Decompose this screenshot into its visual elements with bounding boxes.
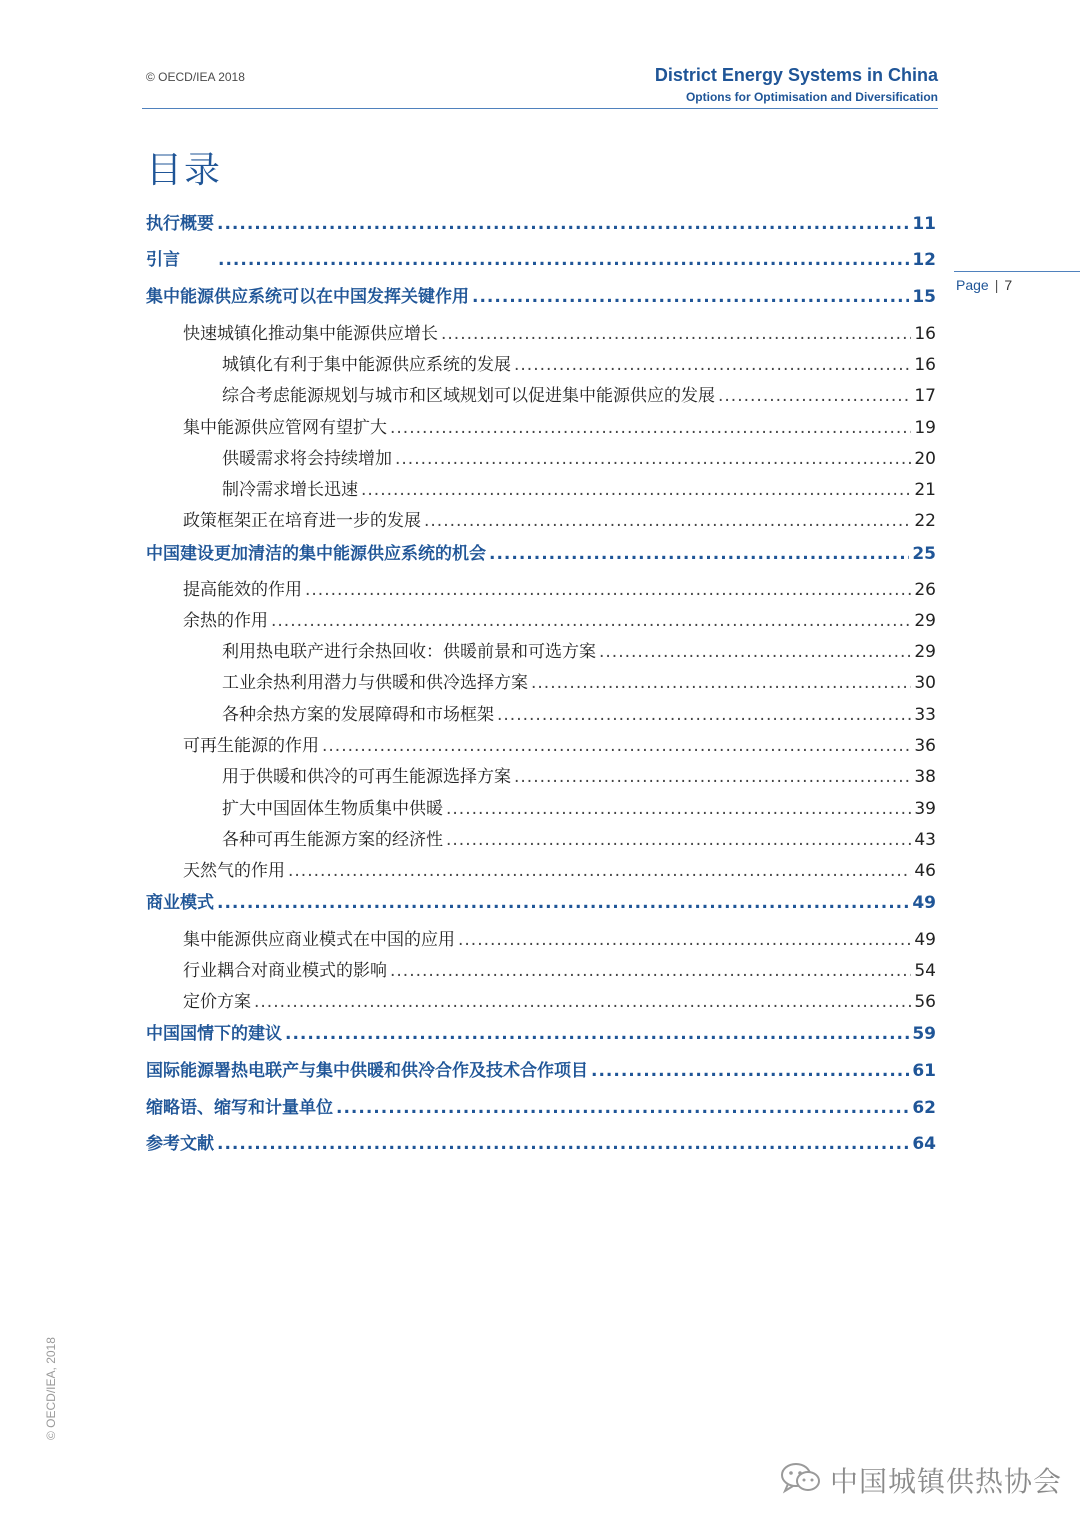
toc-entry-page: 15	[912, 287, 936, 307]
toc-entry-page: 17	[914, 386, 936, 406]
toc-title: 目录	[146, 150, 223, 191]
toc-entry[interactable]	[146, 1129, 936, 1153]
toc-entry-label: 综合考虑能源规划与城市和区域规划可以促进集中能源供应的发展	[222, 386, 715, 406]
toc-entry-label: 快速城镇化推动集中能源供应增长	[183, 324, 438, 344]
toc-leader-dots	[217, 893, 909, 913]
toc-leader-dots	[361, 480, 911, 500]
toc-leader-dots	[441, 324, 911, 344]
toc-entry-label: 提高能效的作用	[183, 580, 302, 600]
toc-leader-dots	[446, 799, 911, 819]
wechat-icon	[780, 1461, 822, 1499]
toc-entry[interactable]	[222, 444, 936, 468]
wechat-account-name: 中国城镇供热协会	[830, 1465, 1063, 1498]
toc-leader-dots	[271, 611, 911, 631]
toc-entry[interactable]	[222, 350, 936, 374]
toc-entry-page: 16	[914, 324, 936, 344]
toc-entry[interactable]	[183, 506, 936, 530]
toc-entry-label: 可再生能源的作用	[183, 736, 319, 756]
toc-entry-page: 46	[914, 861, 936, 881]
side-copyright-watermark: © OECD/IEA, 2018	[44, 1337, 58, 1440]
toc-entry[interactable]	[183, 319, 936, 343]
toc-leader-dots	[514, 767, 911, 787]
page-number: 7	[1004, 277, 1013, 293]
toc-entry-label: 定价方案	[183, 992, 251, 1012]
toc-entry-label: 引言	[146, 250, 180, 270]
toc-entry-page: 29	[914, 642, 936, 662]
toc-entry-page: 54	[914, 961, 936, 981]
toc-entry[interactable]	[183, 731, 936, 755]
toc-entry[interactable]	[183, 606, 936, 630]
toc-entry[interactable]	[183, 987, 936, 1011]
toc-entry-page: 16	[914, 355, 936, 375]
toc-entry-page: 26	[914, 580, 936, 600]
toc-entry-page: 19	[914, 418, 936, 438]
report-subtitle: Options for Optimisation and Diversification	[685, 90, 938, 104]
toc-entry-page: 11	[912, 214, 936, 234]
toc-entry-page: 30	[914, 673, 936, 693]
toc-leader-dots	[285, 1024, 909, 1044]
toc-leader-dots	[718, 386, 911, 406]
toc-entry[interactable]	[146, 1093, 936, 1117]
toc-entry[interactable]	[146, 282, 936, 306]
toc-leader-dots	[218, 250, 909, 270]
toc-leader-dots	[254, 992, 911, 1012]
toc-leader-dots	[390, 961, 911, 981]
toc-leader-dots	[489, 544, 909, 564]
toc-entry-label: 中国建设更加清洁的集中能源供应系统的机会	[146, 544, 486, 564]
toc-entry-page: 62	[912, 1098, 936, 1118]
toc-leader-dots	[446, 830, 911, 850]
toc-entry-label: 天然气的作用	[183, 861, 285, 881]
toc-entry[interactable]	[146, 888, 936, 912]
toc-entry-label: 利用热电联产进行余热回收：供暖前景和可选方案	[222, 642, 596, 662]
toc-entry-label: 工业余热利用潜力与供暖和供冷选择方案	[222, 673, 528, 693]
toc-entry-page: 64	[912, 1134, 936, 1154]
toc-entry-page: 61	[912, 1061, 936, 1081]
toc-entry-page: 33	[914, 705, 936, 725]
toc-entry-label: 城镇化有利于集中能源供应系统的发展	[222, 355, 511, 375]
toc-entry-label: 各种可再生能源方案的经济性	[222, 830, 443, 850]
toc-entry-page: 20	[914, 449, 936, 469]
toc-leader-dots	[336, 1098, 909, 1118]
toc-entry[interactable]	[183, 413, 936, 437]
toc-entry-label: 行业耦合对商业模式的影响	[183, 961, 387, 981]
toc-entry-page: 56	[914, 992, 936, 1012]
toc-entry-label: 参考文献	[146, 1134, 214, 1154]
toc-entry-label: 各种余热方案的发展障碍和市场框架	[222, 705, 494, 725]
toc-entry-label: 余热的作用	[183, 611, 268, 631]
toc-entry[interactable]	[146, 245, 936, 269]
toc-leader-dots	[217, 1134, 909, 1154]
toc-entry-label: 制冷需求增长迅速	[222, 480, 358, 500]
toc-entry[interactable]	[183, 925, 936, 949]
toc-leader-dots	[305, 580, 911, 600]
toc-entry[interactable]	[183, 575, 936, 599]
toc-entry[interactable]	[222, 381, 936, 405]
toc-entry[interactable]	[222, 475, 936, 499]
toc-entry-label: 集中能源供应系统可以在中国发挥关键作用	[146, 287, 469, 307]
toc-entry[interactable]	[146, 1019, 936, 1043]
toc-entry[interactable]	[183, 856, 936, 880]
toc-entry-page: 21	[914, 480, 936, 500]
toc-entry[interactable]	[222, 700, 936, 724]
toc-leader-dots	[322, 736, 911, 756]
toc-entry-page: 29	[914, 611, 936, 631]
toc-entry[interactable]	[183, 956, 936, 980]
toc-leader-dots	[458, 930, 911, 950]
toc-entry-label: 国际能源署热电联产与集中供暖和供冷合作及技术合作项目	[146, 1061, 588, 1081]
page-number-label	[956, 277, 1012, 293]
header-title-block	[655, 64, 938, 106]
wechat-watermark	[780, 1460, 1062, 1500]
toc-entry-page: 39	[914, 799, 936, 819]
header-divider	[142, 108, 938, 109]
toc-entry-label: 扩大中国固体生物质集中供暖	[222, 799, 443, 819]
toc-entry-label: 供暖需求将会持续增加	[222, 449, 392, 469]
toc-leader-dots	[497, 705, 911, 725]
toc-entry[interactable]	[222, 637, 936, 661]
toc-entry[interactable]	[222, 825, 936, 849]
toc-entry-label: 执行概要	[146, 214, 214, 234]
toc-entry-page: 49	[912, 893, 936, 913]
toc-entry-label: 用于供暖和供冷的可再生能源选择方案	[222, 767, 511, 787]
toc-entry-label: 中国国情下的建议	[146, 1024, 282, 1044]
toc-entry-label: 缩略语、缩写和计量单位	[146, 1098, 333, 1118]
toc-entry[interactable]	[222, 762, 936, 786]
header-copyright: © OECD/IEA 2018	[146, 70, 245, 84]
toc-entry[interactable]	[222, 668, 936, 692]
toc-entry[interactable]	[146, 539, 936, 563]
toc-leader-dots	[390, 418, 911, 438]
toc-leader-dots	[424, 511, 911, 531]
page-separator: |	[994, 277, 999, 293]
toc-entry-page: 22	[914, 511, 936, 531]
toc-entry-page: 43	[914, 830, 936, 850]
toc-entry-label: 商业模式	[146, 893, 214, 913]
toc-leader-dots	[591, 1061, 909, 1081]
toc-entry-page: 49	[914, 930, 936, 950]
toc-entry[interactable]	[146, 1056, 936, 1080]
page-margin-divider	[954, 271, 1080, 272]
toc-entry-page: 25	[912, 544, 936, 564]
toc-leader-dots	[288, 861, 911, 881]
toc-leader-dots	[395, 449, 911, 469]
toc-entry-page: 38	[914, 767, 936, 787]
toc-entry-page: 12	[912, 250, 936, 270]
toc-entry-label: 集中能源供应商业模式在中国的应用	[183, 930, 455, 950]
toc-entry-label: 集中能源供应管网有望扩大	[183, 418, 387, 438]
toc-leader-dots	[217, 214, 909, 234]
page-prefix: Page	[956, 277, 989, 293]
toc-entry-label: 政策框架正在培育进一步的发展	[183, 511, 421, 531]
toc-leader-dots	[531, 673, 911, 693]
toc-entry[interactable]	[146, 209, 936, 233]
toc-leader-dots	[472, 287, 909, 307]
toc-entry-page: 36	[914, 736, 936, 756]
toc-entry[interactable]	[222, 794, 936, 818]
toc-entry-page: 59	[912, 1024, 936, 1044]
toc-leader-dots	[599, 642, 911, 662]
report-title: District Energy Systems in China	[654, 65, 938, 85]
toc-leader-dots	[514, 355, 911, 375]
